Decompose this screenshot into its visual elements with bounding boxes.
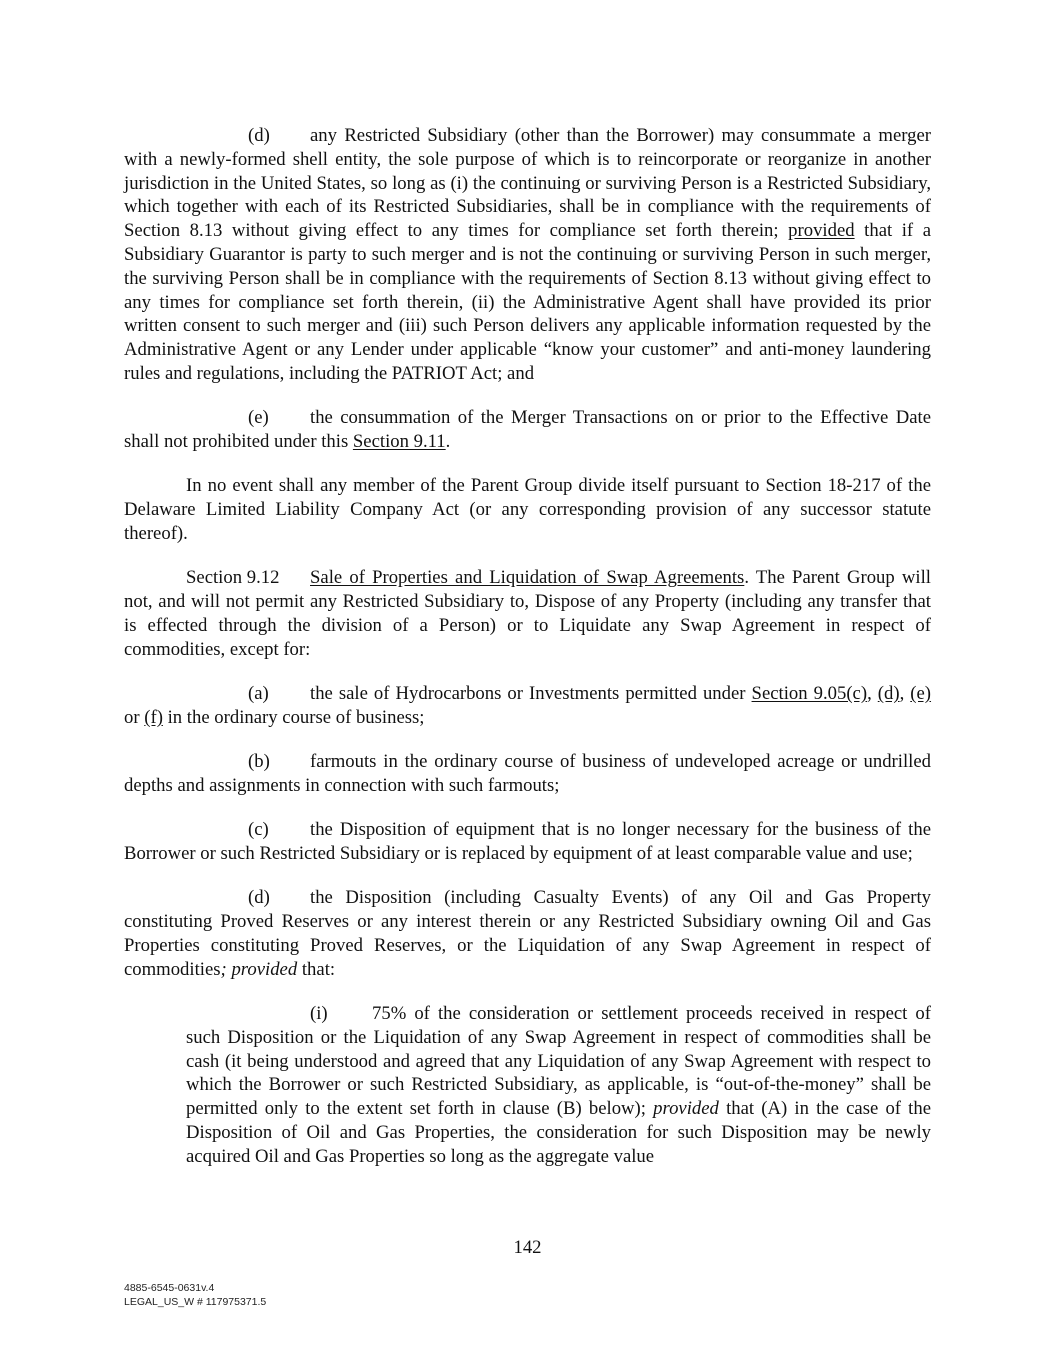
provided-term: provided bbox=[653, 1098, 719, 1120]
paragraph-d-label: (d) bbox=[248, 125, 270, 146]
item-d-i: (i) 75% of the consideration or settlement proceeds received in respect of such Disposition or the Liquidation of any Swap Agreement in respect of commodities shall be cash (it being understood and agreed that any Liquidation of any Swap Agreement with respect to which the Borrower or such Restricted Subsidiary, as applicable, is “out-of-the-money” shall be permitted only to the extent set forth in clause (B) below); provided that (A) in the case of the Disposition of Oil and Gas Properties, the consideration for such Disposition may be newly acquired Oil and Gas Properties so long as the aggregate value bbox=[186, 1002, 932, 1167]
section-reference: (e) bbox=[910, 682, 932, 704]
paragraph-e: (e) the consummation of the Merger Transactions on or prior to the Effective Date shall not prohibited under this Section 9.11. bbox=[124, 407, 931, 453]
paragraph-no-event: In no event shall any member of the Parent Group divide itself pursuant to Section 18-217 of the Delaware Limited Liability Company Act (or any corresponding provision of any successor statute thereof). bbox=[124, 475, 931, 544]
provided-term: provided bbox=[788, 220, 855, 242]
document-body bbox=[124, 124, 931, 1168]
paragraph-e-label: (e) bbox=[248, 407, 269, 429]
section-reference: Section 9.11 bbox=[352, 431, 446, 453]
item-a-label: (a) bbox=[248, 682, 269, 704]
footer-doc-id: 4885-6545-0631v.4 bbox=[124, 1282, 215, 1294]
item-d-label: (d) bbox=[248, 887, 270, 909]
item-c-label: (c) bbox=[248, 819, 269, 841]
section-heading: Sale of Properties and Liquidation of Swap Agreements bbox=[310, 567, 745, 589]
document-footer bbox=[124, 1281, 266, 1309]
item-b-label: (b) bbox=[248, 751, 270, 773]
item-b: (b) farmouts in the ordinary course of business of undeveloped acreage or undrilled depths and assignments in connection with such farmouts; bbox=[124, 751, 931, 796]
footer-legal-id: LEGAL_US_W # 117975371.5 bbox=[124, 1296, 267, 1308]
paragraph-d: (d) any Restricted Subsidiary (other than the Borrower) may consummate a merger with a newly-formed shell entity, the sole purpose of which is to reincorporate or reorganize in another jurisdiction in the United States, so long as (i) the continuing or surviving Person is a Restricted Subsidiary, which together with each of its Restricted Subsidiaries, shall be in compliance with the requirements of Section 8.13 without giving effect to any times for compliance set forth therein; provided that if a Subsidiary Guarantor is party to such merger and is not the continuing or surviving Person in such merger, the surviving Person shall be in compliance with the requirements of Section 8.13 without giving effect to any times for compliance set forth therein, (ii) the Administrative Agent shall have provided its prior written consent to such merger and (iii) such Person delivers any applicable information requested by the Administrative Agent or any Lender under applicable “know your customer” and anti-money laundering rules and regulations, including the PATRIOT Act; and bbox=[124, 125, 932, 384]
provided-term: ; provided bbox=[220, 958, 298, 980]
section-number: Section 9.12 bbox=[186, 567, 280, 589]
section-9-12: Section 9.12 Sale of Properties and Liquidation of Swap Agreements. The Parent Group will not, and will not permit any Restricted Subsidiary to, Dispose of any Property (including any transfer that is effected through the division of a Person) or to Liquidate any Swap Agreement in respect of commodities, except for: bbox=[124, 567, 931, 660]
section-reference: Section 9.05(c) bbox=[751, 682, 868, 704]
page-number: 142 bbox=[513, 1237, 542, 1258]
item-d: (d) the Disposition (including Casualty Events) of any Oil and Gas Property constituting Proved Reserves or any interest therein or any Restricted Subsidiary owning Oil and Gas Properties constituting Proved Reserves, or the Liquidation of any Swap Agreement in respect of commodities; provided that: bbox=[124, 887, 931, 980]
item-d-i-label: (i) bbox=[310, 1002, 328, 1024]
section-reference: (f) bbox=[144, 706, 163, 728]
section-reference: (d) bbox=[877, 682, 900, 704]
item-c: (c) the Disposition of equipment that is no longer necessary for the business of the Borrower or such Restricted Subsidiary or is replaced by equipment of at least comparable value and use; bbox=[124, 819, 931, 864]
item-a: (a) the sale of Hydrocarbons or Investments permitted under Section 9.05(c), (d), (e) or (f) in the ordinary course of business; bbox=[124, 682, 932, 728]
